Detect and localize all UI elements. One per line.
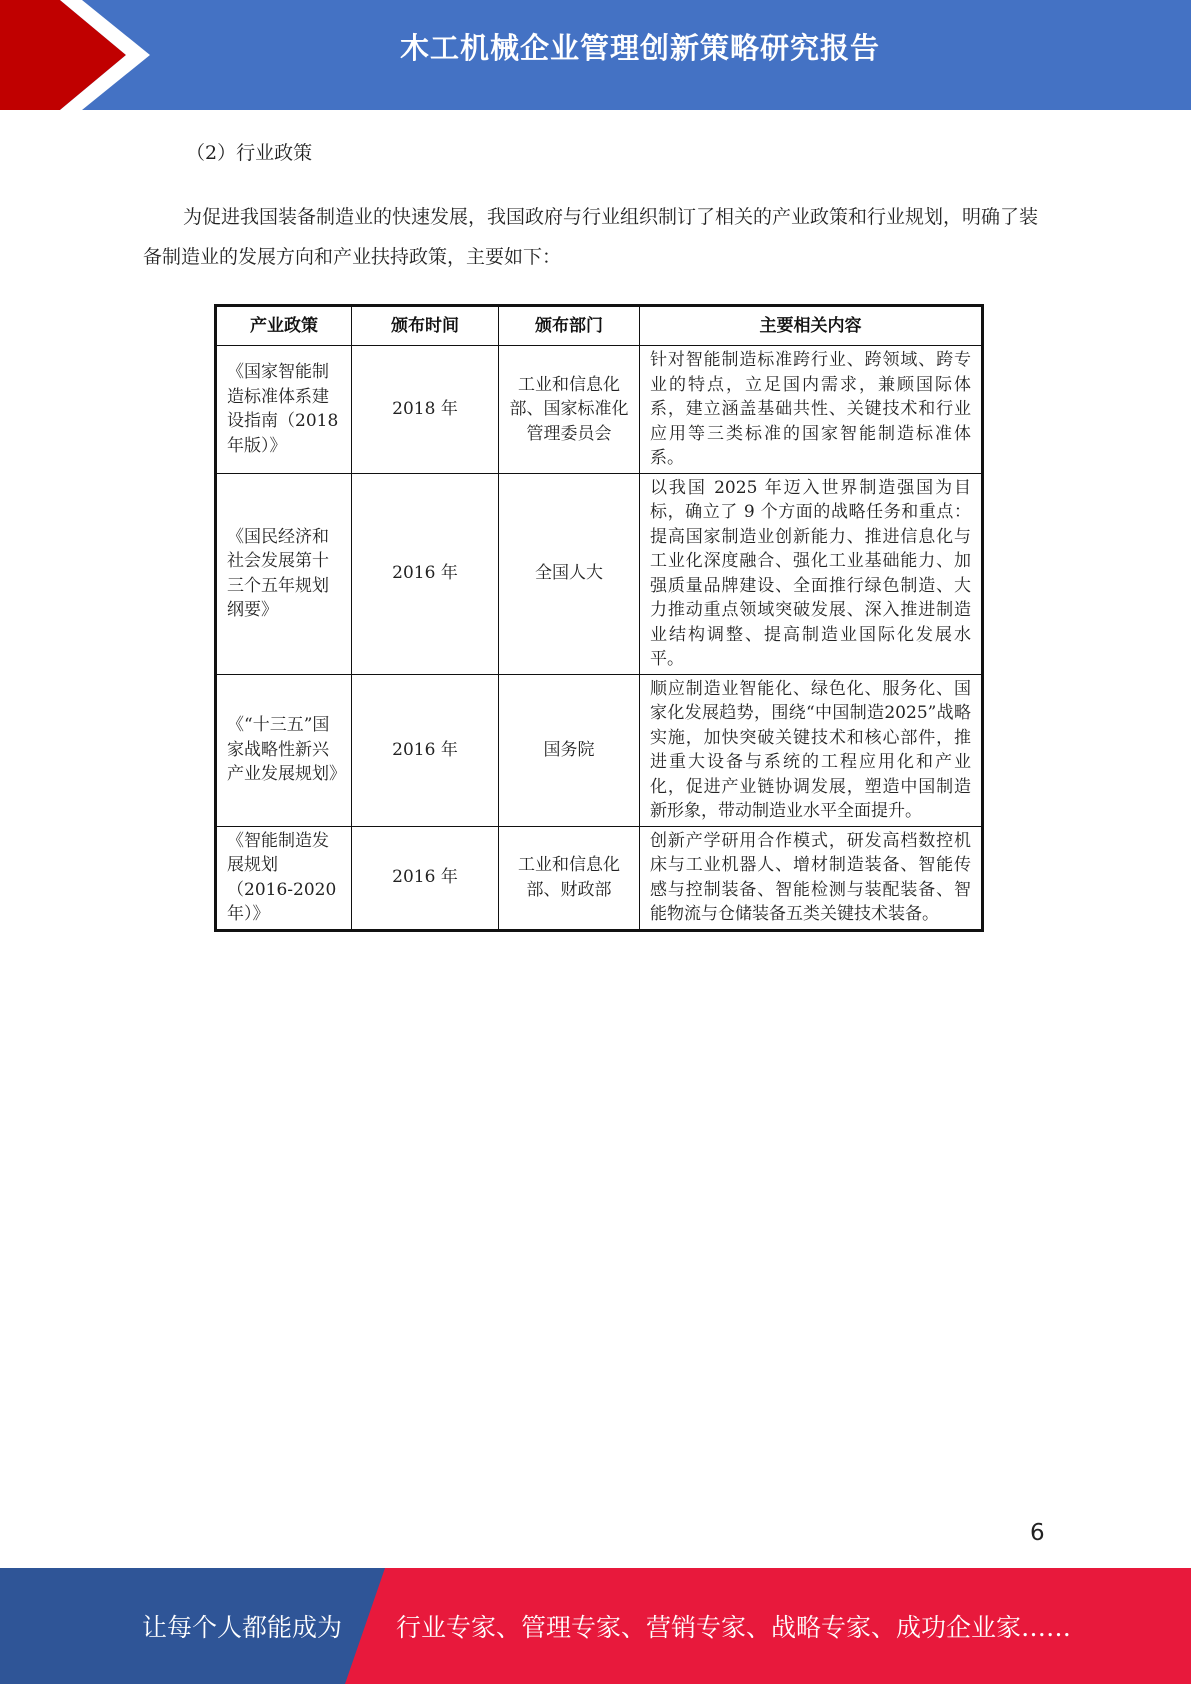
policy-name: 《智能制造发展规划（2016-2020年）》: [216, 826, 352, 930]
policy-name: 《国民经济和社会发展第十三个五年规划纲要》: [216, 473, 352, 674]
policy-dept: 全国人大: [499, 473, 640, 674]
policy-time: 2016 年: [352, 473, 499, 674]
table-row: [216, 346, 983, 474]
policy-content: 创新产学研用合作模式，研发高档数控机床与工业机器人、增材制造装备、智能传感与控制装备、智能检测与装配装备、智能物流与仓储装备五类关键技术装备。: [640, 826, 983, 930]
table-row: [216, 473, 983, 674]
page-footer: [0, 1568, 1191, 1684]
policy-content: 针对智能制造标准跨行业、跨领域、跨专业的特点，立足国内需求，兼顾国际体系，建立涵盖基础共性、关键技术和行业应用等三类标准的国家智能制造标准体系。: [640, 346, 983, 474]
page-header: [0, 0, 1191, 110]
policy-dept: 工业和信息化部、国家标准化管理委员会: [499, 346, 640, 474]
table-header-row: [216, 306, 983, 346]
policy-name: 《国家智能制造标准体系建设指南（2018年版）》: [216, 346, 352, 474]
header-content: 主要相关内容: [640, 306, 983, 346]
header-dept: 颁布部门: [499, 306, 640, 346]
policy-time: 2016 年: [352, 674, 499, 826]
section-heading: （2）行业政策: [186, 142, 313, 164]
policy-dept: 国务院: [499, 674, 640, 826]
header-time: 颁布时间: [352, 306, 499, 346]
policy-time: 2018 年: [352, 346, 499, 474]
header-policy: 产业政策: [216, 306, 352, 346]
policy-dept: 工业和信息化部、财政部: [499, 826, 640, 930]
intro-paragraph: 为促进我国装备制造业的快速发展，我国政府与行业组织制订了相关的产业政策和行业规划，明确了装备制造业的发展方向和产业扶持政策，主要如下：: [143, 206, 1039, 268]
table-row: [216, 674, 983, 826]
policy-content: 顺应制造业智能化、绿色化、服务化、国家化发展趋势，围绕“中国制造2025”战略实施，加快突破关键技术和核心部件，推进重大设备与系统的工程应用化和产业化，促进产业链协调发展，塑造中国制造新形象，带动制造业水平全面提升。: [640, 674, 983, 826]
page-number: 6: [1030, 1520, 1045, 1546]
report-title: 木工机械企业管理创新策略研究报告: [399, 31, 880, 65]
policy-name: 《“十三五”国家战略性新兴产业发展规划》: [216, 674, 352, 826]
footer-slogan-left: 让每个人都能成为: [142, 1613, 343, 1642]
table-row: [216, 826, 983, 930]
footer-slogan-right: 行业专家、管理专家、营销专家、战略专家、成功企业家……: [396, 1613, 1072, 1642]
policy-table: [214, 304, 984, 932]
policy-time: 2016 年: [352, 826, 499, 930]
policy-content: 以我国 2025 年迈入世界制造强国为目标，确立了 9 个方面的战略任务和重点：提高国家制造业创新能力、推进信息化与工业化深度融合、强化工业基础能力、加强质量品牌建设、全面推行绿色制造、大力推动重点领域突破发展、深入推进制造业结构调整、提高制造业国际化发展水平。: [640, 473, 983, 674]
